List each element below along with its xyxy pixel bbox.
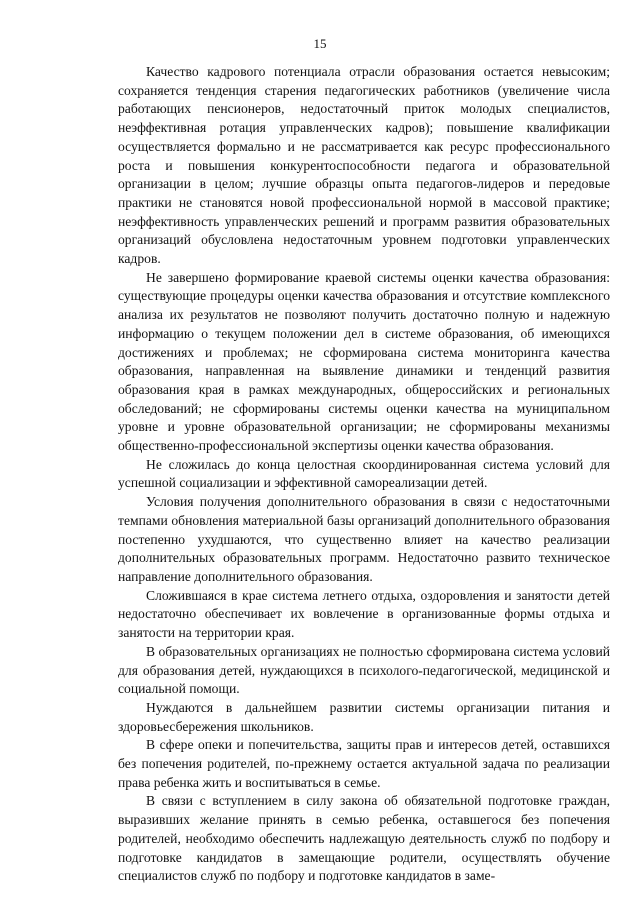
page-number: 15 [313, 36, 327, 51]
paragraph-summer-recreation: Сложившаяся в крае система летнего отдыха, оздоровления и занятости детей недостаточно обеспечивает их вовлечение в организованные формы отдыха и занятости на территории края. [118, 587, 610, 641]
document-body [118, 63, 610, 886]
paragraph-special-needs: В образовательных организациях не полностью сформирована система условий для образования детей, нуждающихся в психолого-педагогической, медицинской и социальной помощи. [118, 643, 610, 697]
paragraph-socialization: Не сложилась до конца целостная скоординированная система условий для успешной социализации и эффективной самореализации детей. [118, 456, 610, 491]
paragraph-foster-training: В связи с вступлением в силу закона об обязательной подготовке граждан, выразивших желание принять в семью ребенка, оставшегося без попечения родителей, необходимо обеспечить надлежащую деятельность служб по подбору и подготовке кандидатов в замещающие родители, осуществлять обучение специалистов служб по подбору и подготовке кандидатов в заме- [118, 793, 610, 884]
paragraph-additional-education: Условия получения дополнительного образования в связи с недостаточными темпами обновления материальной базы организаций дополнительного образования постепенно ухудшаются, что существенно влияет на качество реализации дополнительных образовательных программ. Недостаточно развито техническое направление дополнительного образования. [118, 494, 610, 584]
paragraph-quality-assessment: Не завершено формирование краевой системы оценки качества образования: существующие процедуры оценки качества образования и отсутствие комплексного анализа их результатов не позволяют получить достаточно полную и надежную информацию о текущем положении дел в системе образования, об имеющихся достижениях и проблемах; не сформирована система мониторинга качества образования, направленная на выявление динамики и тенденций развития образования края в рамках международных, общероссийских и региональных обследований; не сформированы системы оценки качества на муниципальном уровне и уровне образовательной организации; не сформированы механизмы общественно-профессиональной экспертизы оценки качества образования. [118, 269, 610, 454]
paragraph-staff-potential: Качество кадрового потенциала отрасли образования остается невысоким; сохраняется тенденция старения педагогических работников (увеличение числа работающих пенсионеров, недостаточный приток молодых специалистов, неэффективная ротация управленческих кадров); повышение квалификации осуществляется формально и не рассматривается как ресурс профессионального роста и повышения конкурентоспособности педагога и образовательной организации в целом; лучшие образцы опыта педагогов-лидеров и передовые практики не становятся новой профессиональной нормой в массовой практике; неэффективность управленческих решений и программ развития образовательных организаций обусловлена недостаточным уровнем подготовки управленческих кадров. [118, 64, 610, 267]
paragraph-nutrition-health: Нуждаются в дальнейшем развитии системы организации питания и здоровьесбережения школьников. [118, 699, 610, 734]
paragraph-guardianship: В сфере опеки и попечительства, защиты прав и интересов детей, оставшихся без попечения родителей, по-прежнему остается актуальной задача по реализации права ребенка жить и воспитываться в семье. [118, 737, 610, 790]
